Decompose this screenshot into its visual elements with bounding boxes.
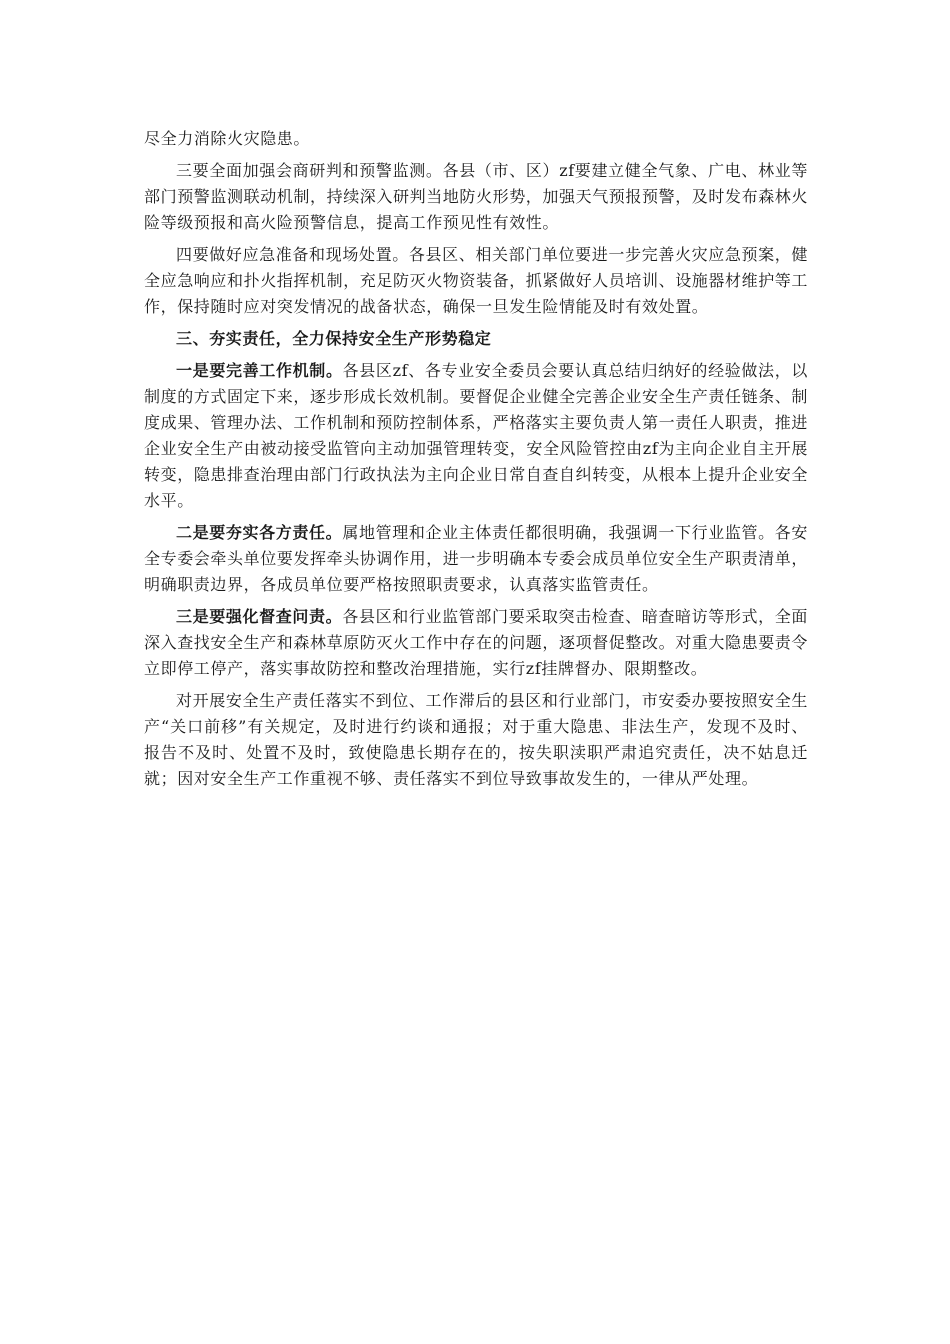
paragraph-accountability: 对开展安全生产责任落实不到位、工作滞后的县区和行业部门，市安委办要按照安全生产“关口前移”有关规定，及时进行约谈和通报；对于重大隐患、非法生产，发现不及时、报告不及时、处置不及时，致使隐患长期存在的，按失职渎职严肃追究责任，决不姑息迁就；因对安全生产工作重视不够、责任落实不到位导致事故发生的，一律从严处理。 (144, 691, 808, 788)
paragraph-continuation: 尽全力消除火灾隐患。 (144, 129, 311, 148)
section-heading: 三、夯实责任，全力保持安全生产形势稳定 (176, 329, 492, 348)
paragraph-body: 各县区zf、各专业安全委员会要认真总结归纳好的经验做法，以制度的方式固定下来，逐步形成长效机制。要督促企业健全完善企业安全生产责任链条、制度成果、管理办法、工作机制和预防控制体系，严格落实主要负责人第一责任人职责，推进企业安全生产由被动接受监管向主动加强管理转变，安全风险管控由zf为主向企业自主开展转变，隐患排查治理由部门行政执法为主向企业日常自查自纠转变，从根本上提升企业安全水平。 (144, 361, 809, 510)
paragraph-body: 各县区和行业监管部门要采取突击检查、暗查暗访等形式，全面深入查找安全生产和森林草原防灭火工作中存在的问题，逐项督促整改。对重大隐患要责令立即停工停产，落实事故防控和整改治理措施，实行zf挂牌督办、限期整改。 (144, 607, 809, 678)
paragraph-lead: 三是要强化督查问责。 (176, 607, 343, 626)
paragraph-emergency: 四要做好应急准备和现场处置。各县区、相关部门单位要进一步完善火灾应急预案，健全应急响应和扑火指挥机制，充足防灭火物资装备，抓紧做好人员培训、设施器材维护等工作，保持随时应对突发情况的战备状态，确保一旦发生险情能及时有效处置。 (144, 245, 809, 316)
paragraph-lead: 一是要完善工作机制。 (176, 361, 343, 380)
document-page (144, 126, 808, 798)
paragraph-body: 属地管理和企业主体责任都很明确，我强调一下行业监管。各安全专委会牵头单位要发挥牵头协调作用，进一步明确本专委会成员单位安全生产职责清单，明确职责边界，各成员单位要严格按照职责要求，认真落实监管责任。 (144, 523, 809, 594)
paragraph-mechanism (144, 358, 808, 514)
paragraph-lead: 二是要夯实各方责任。 (176, 523, 343, 542)
paragraph-responsibility (144, 520, 808, 598)
paragraph-monitoring: 三要全面加强会商研判和预警监测。各县（市、区）zf要建立健全气象、广电、林业等部门预警监测联动机制，持续深入研判当地防火形势，加强天气预报预警，及时发布森林火险等级预报和高火险预警信息，提高工作预见性有效性。 (144, 161, 809, 232)
paragraph-inspection (144, 604, 808, 682)
